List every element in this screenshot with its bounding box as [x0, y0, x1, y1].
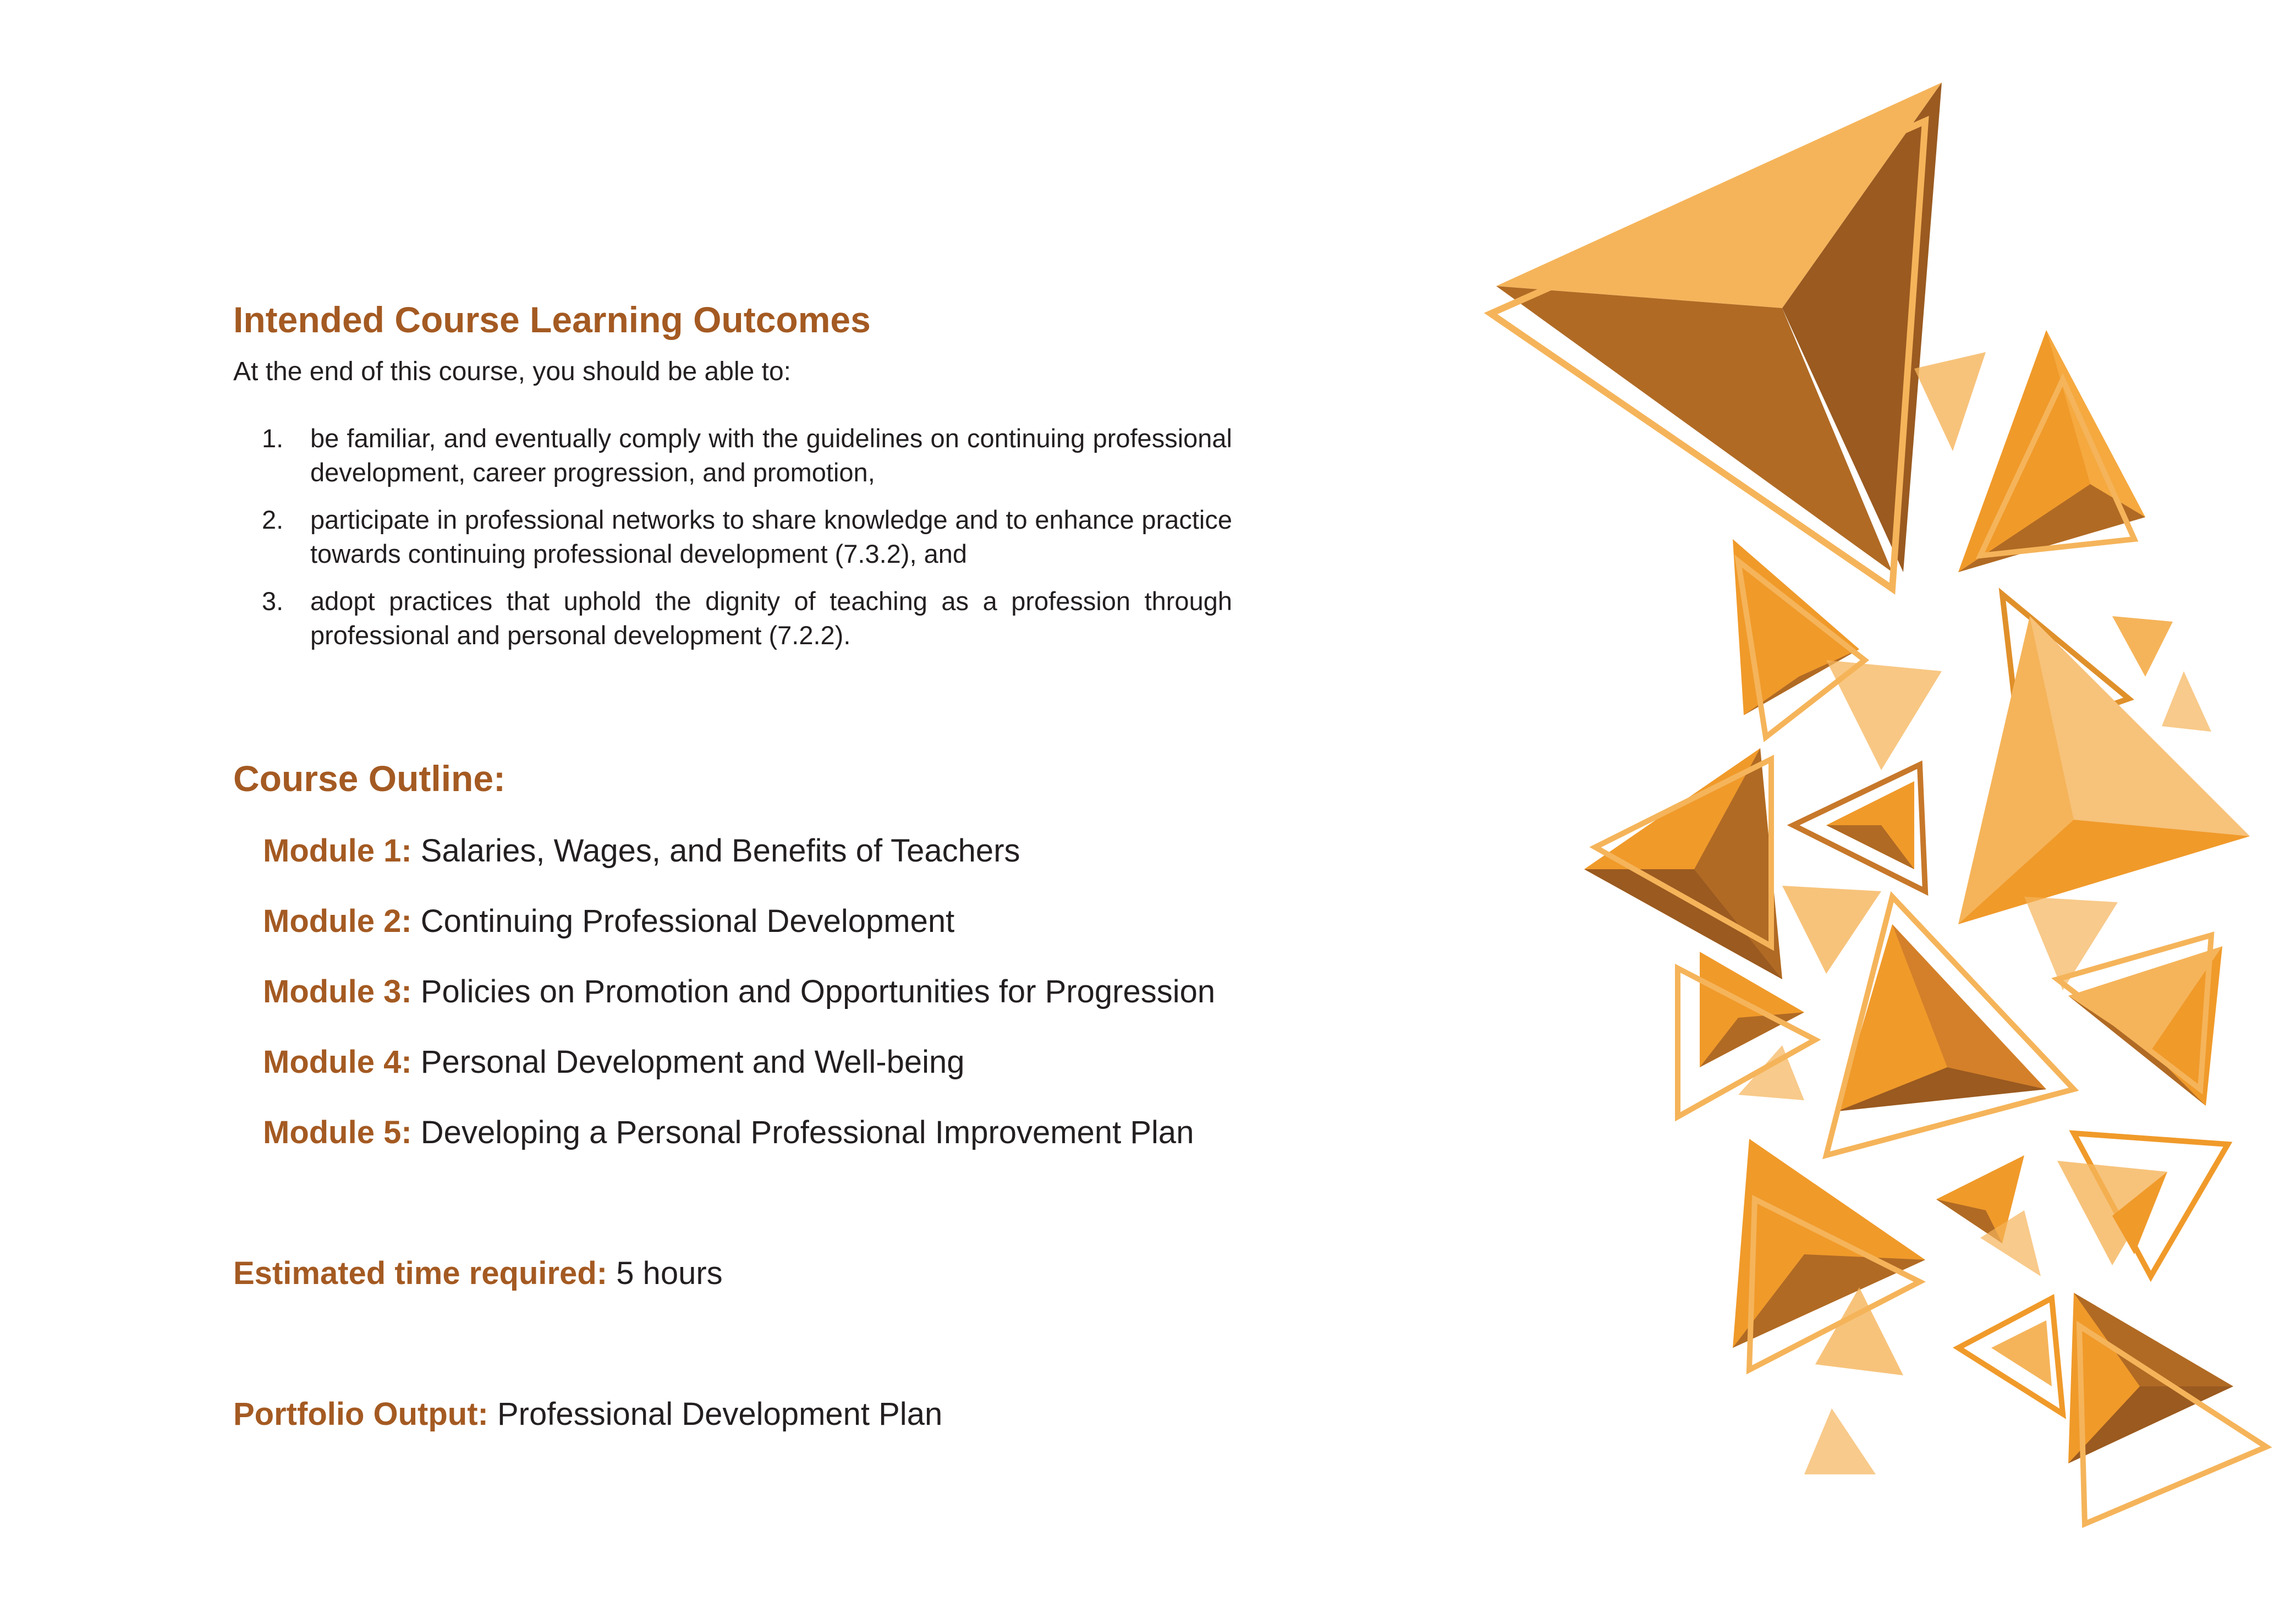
triangle-shape — [1782, 886, 1881, 974]
module-title: Developing a Personal Professional Improvement Plan — [420, 1115, 1194, 1150]
triangle-shape — [1914, 352, 1986, 451]
estimated-time-label: Estimated time required: — [233, 1255, 608, 1291]
triangle-shape — [2112, 616, 2173, 677]
outcome-number: 3. — [262, 586, 284, 616]
outline-title: Course Outline: — [233, 758, 506, 799]
module-title: Personal Development and Well-being — [420, 1044, 965, 1080]
outcome-number: 1. — [262, 424, 284, 453]
decorative-triangles — [1474, 66, 2288, 1562]
module-label: Module 2: — [263, 903, 412, 939]
module-item-1 — [263, 835, 1020, 867]
portfolio-output — [233, 1398, 942, 1430]
module-item-3 — [263, 976, 1215, 1008]
module-title: Policies on Promotion and Opportunities for Progression — [420, 974, 1216, 1009]
outcome-text: adopt practices that uphold the dignity of teaching as a profession through professional and personal development (7.2.2). — [310, 586, 1232, 650]
triangle-cluster — [1491, 83, 2266, 1524]
outcomes-title: Intended Course Learning Outcomes — [233, 299, 871, 340]
module-label: Module 1: — [263, 833, 412, 869]
outcome-number: 2. — [262, 505, 284, 534]
portfolio-output-value: Professional Development Plan — [497, 1396, 943, 1432]
outcome-text: participate in professional networks to share knowledge and to enhance practice towards continuing professional development (7.3.2), and — [310, 505, 1232, 568]
module-item-4 — [263, 1046, 965, 1078]
module-title: Continuing Professional Development — [420, 903, 955, 939]
triangle-shape — [1826, 660, 1942, 770]
triangle-shape — [1804, 1408, 1876, 1474]
portfolio-output-label: Portfolio Output: — [233, 1396, 488, 1432]
module-title: Salaries, Wages, and Benefits of Teachers — [420, 833, 1020, 869]
estimated-time-value: 5 hours — [616, 1255, 723, 1291]
triangle-shape — [2162, 671, 2211, 732]
outcome-text: be familiar, and eventually comply with the guidelines on continuing professional development, career progression, and promotion, — [310, 424, 1232, 487]
outcomes-intro: At the end of this course, you should be able to: — [233, 357, 791, 386]
module-label: Module 5: — [263, 1115, 412, 1150]
triangle-shape — [1733, 539, 1859, 715]
module-item-5 — [263, 1117, 1194, 1149]
module-label: Module 3: — [263, 974, 412, 1009]
module-item-2 — [263, 903, 955, 939]
module-label: Module 4: — [263, 1044, 412, 1080]
estimated-time — [233, 1255, 723, 1291]
